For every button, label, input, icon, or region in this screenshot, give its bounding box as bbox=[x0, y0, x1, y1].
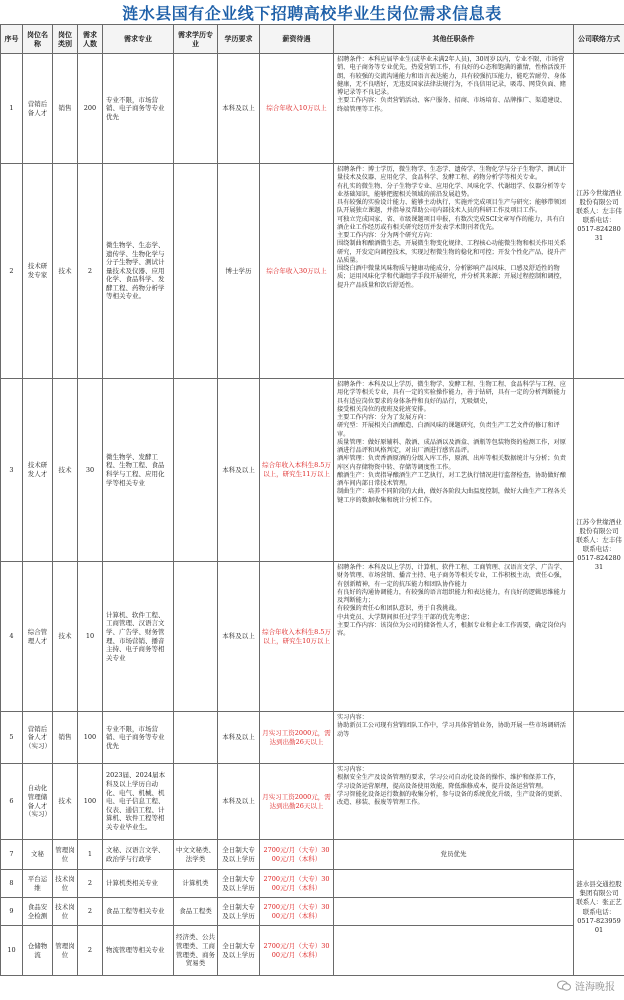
cell-education: 本科及以上 bbox=[218, 712, 260, 764]
cell-requirements bbox=[334, 712, 574, 764]
table-row bbox=[1, 562, 624, 712]
cell-position-name: 文秘 bbox=[23, 840, 53, 870]
cell-major-2 bbox=[174, 54, 218, 164]
cell-contact bbox=[574, 54, 624, 379]
contact-line: 联系电话： bbox=[582, 907, 616, 916]
contact-line: 涟水县交通控股集团有限公司 bbox=[576, 880, 622, 898]
cell-salary: 综合年收入本科生8.5万以上，研究生10万以上 bbox=[260, 562, 334, 712]
contact-line: 联系人：张正艺 bbox=[576, 898, 622, 907]
cell-major: 2023届、2024届本科及以上学历自动化、电气、机械、机电、电子信息工程、仪表、通信工程、计算机、软件工程等相关专业毕业生。 bbox=[103, 764, 174, 840]
cell-major: 物流管理等相关专业 bbox=[103, 926, 174, 976]
cell-salary: 月实习工资2000元，需达到出勤26天以上 bbox=[260, 712, 334, 764]
cell-category: 技术 bbox=[53, 764, 78, 840]
cell-major-2: 经济类、公共管理类、工商管理类、商务贸易类 bbox=[174, 926, 218, 976]
cell-requirements bbox=[334, 764, 574, 840]
table-row bbox=[1, 54, 624, 164]
cell-contact-empty bbox=[574, 712, 624, 764]
cell-salary: 2700元/月（大专）3000元/月（本科） bbox=[260, 926, 334, 976]
requirement-line: 具有适应岗位要求的身体条件和良好的品行，无吸烟史， bbox=[337, 397, 492, 405]
contact-line: 0517-82428031 bbox=[577, 225, 621, 243]
requirement-line: 有扎实的微生物、分子生物学专业、应用化学、风味化学、代谢组学、仪器分析等专业基础知识，能够把握相关领域的前沿发展趋势。 bbox=[337, 182, 566, 198]
requirement-line: 主要工作内容：分为两个研究方向： bbox=[337, 232, 436, 239]
requirement-line: 研究型：开展相关白酒酿造、白酒风味的课题研究，负责生产工艺文件的修订和评审。 bbox=[337, 422, 560, 438]
cell-major-2: 食品工程类 bbox=[174, 898, 218, 926]
cell-major-2 bbox=[174, 712, 218, 764]
cell-major-2 bbox=[174, 764, 218, 840]
cell-education: 本科及以上 bbox=[218, 379, 260, 562]
cell-no: 9 bbox=[1, 898, 23, 926]
job-table bbox=[0, 24, 624, 976]
requirement-line: 制曲生产：培养不同阶段的大曲，做好各阶段大曲温度控制，做好大曲生产工程各关键工序的数据收集和统计分析工作。 bbox=[337, 488, 566, 504]
cell-count: 2 bbox=[78, 164, 103, 379]
cell-major-2: 计算机类 bbox=[174, 870, 218, 898]
requirement-line: 有良好的沟通协调能力，有较强的语言组织能力和表达能力，有良好的逻辑思维能力及判断能力； bbox=[337, 588, 566, 604]
cell-major: 微生物学、生态学、遗传学、生物化学与分子生物学、测试计量技术及仪器、应用化学、食品科学、发酵工程、药物分析学等相关专业。 bbox=[103, 164, 174, 379]
table-row bbox=[1, 712, 624, 764]
contact-line: 江苏今世缘酒业股份有限公司 bbox=[576, 188, 622, 206]
requirement-line: 招聘条件：本科及以上学历，计算机、软件工程、工商管理、汉语言文学、广告学、财务管理、市场营销、播音主持、电子商务等相关专业，工作积极主动，责任心强，有创新精神，有一定的抗压能力和团队协作能力 bbox=[337, 564, 566, 588]
cell-major-2 bbox=[174, 164, 218, 379]
cell-major: 计算机类相关专业 bbox=[103, 870, 174, 898]
cell-major-2 bbox=[174, 379, 218, 562]
cell-requirements bbox=[334, 870, 574, 898]
header-major-2: 需求学历专业 bbox=[174, 25, 218, 54]
cell-no: 4 bbox=[1, 562, 23, 712]
cell-no: 8 bbox=[1, 870, 23, 898]
cell-contact bbox=[574, 379, 624, 712]
cell-category: 技术 bbox=[53, 562, 78, 712]
requirement-line: 质量管理：做好原辅料、散酒、成品酒以及酒盒、酒瓶等包装物资的检测工作，对原酒进行品评和风格判定，对出厂酒进行感官品评。 bbox=[337, 438, 566, 454]
cell-category: 管理岗位 bbox=[53, 840, 78, 870]
requirement-line: 党员优先 bbox=[440, 850, 467, 859]
header-count: 需求人数 bbox=[78, 25, 103, 54]
cell-category: 销售 bbox=[53, 54, 78, 164]
cell-no: 3 bbox=[1, 379, 23, 562]
cell-no: 2 bbox=[1, 164, 23, 379]
cell-requirements bbox=[334, 562, 574, 712]
cell-count: 100 bbox=[78, 764, 103, 840]
chat-bubble-icon bbox=[557, 980, 571, 992]
requirement-line: 学习智能化设备运行数据的收集分析，参与设备的系统优化升级，生产设备的更新、改造、移装、报废等管理工作。 bbox=[337, 790, 566, 806]
watermark-text: 涟海晚报 bbox=[575, 982, 615, 993]
cell-education: 全日制大专及以上学历 bbox=[218, 870, 260, 898]
cell-major: 文秘、汉语言文学、政治学与行政学 bbox=[103, 840, 174, 870]
cell-major: 食品工程等相关专业 bbox=[103, 898, 174, 926]
requirement-line: 主要工作内容：负责营销活动、客户服务、招商、市场培育、品牌推广、渠道建设、终端管理等工作。 bbox=[337, 97, 566, 113]
contact-line: 0517-82395901 bbox=[577, 916, 621, 934]
table-row bbox=[1, 164, 624, 379]
requirement-line: 围绕白酒中微量风味物质与健康功能成分，分析影响产品风味、口感及舒适性的物质；运用风味化学和代谢组学手段开展研究，并分析其来源；开展过程控制和调控，提升产品质量和饮后舒适性。 bbox=[337, 265, 566, 289]
cell-requirements bbox=[334, 379, 574, 562]
cell-count: 2 bbox=[78, 898, 103, 926]
cell-position-name: 技术研发专家 bbox=[23, 164, 53, 379]
cell-education: 本科及以上 bbox=[218, 54, 260, 164]
cell-category: 销售 bbox=[53, 712, 78, 764]
requirement-line: 主要工作内容：该岗位为公司的储备性人才，根据专业和企业工作需要，确定岗位内容。 bbox=[337, 621, 566, 637]
cell-major: 计算机、软件工程、工商管理、汉语言文学、广告学、财务管理、市场营销、播音主持、电子商务等相关专业 bbox=[103, 562, 174, 712]
requirement-line: 可独立完成国家、省、市级课题项目申报，有数次完成SCI文章写作的能力，具有白酒企业工作经历或有相关研究经历并发表学术期刊者优先。 bbox=[337, 215, 565, 231]
cell-category: 管理岗位 bbox=[53, 926, 78, 976]
cell-no: 7 bbox=[1, 840, 23, 870]
cell-education: 本科及以上 bbox=[218, 764, 260, 840]
table-row bbox=[1, 898, 624, 926]
cell-position-name: 营销后备人才（实习） bbox=[23, 712, 53, 764]
cell-education: 博士学历 bbox=[218, 164, 260, 379]
header-education: 学历要求 bbox=[218, 25, 260, 54]
header-category: 岗位类别 bbox=[53, 25, 78, 54]
cell-position-name: 技术研发人才 bbox=[23, 379, 53, 562]
cell-requirements bbox=[334, 898, 574, 926]
requirement-line: 接受相关岗位的夜班及轮班安排。 bbox=[337, 405, 430, 413]
cell-requirements bbox=[334, 54, 574, 164]
table-row bbox=[1, 840, 624, 870]
requirement-line: 根据安全生产及设备管理的要求，学习公司自动化设备的操作、维护和保养工作， bbox=[337, 774, 560, 782]
cell-position-name: 营销后备人才 bbox=[23, 54, 53, 164]
requirement-line: 主要工作内容：分为了发展方向： bbox=[337, 414, 430, 421]
cell-requirements bbox=[334, 926, 574, 976]
contact-line: 联系人：左丰伟 联系电话： bbox=[576, 206, 622, 224]
header-no: 序号 bbox=[1, 25, 23, 54]
header-position: 岗位名称 bbox=[23, 25, 53, 54]
requirement-line: 学习设备运营原理，提高设备使用效能，降低维修成本，提升设备运营管理。 bbox=[337, 782, 548, 790]
cell-education: 全日制大专及以上学历 bbox=[218, 840, 260, 870]
requirement-line: 中共党员、大学期间担任过学生干部的优先考虑； bbox=[337, 613, 474, 621]
table-header-row bbox=[1, 25, 624, 54]
contact-line: 联系人：左丰伟 联系电话： bbox=[576, 535, 622, 553]
watermark bbox=[554, 977, 618, 994]
cell-count: 100 bbox=[78, 712, 103, 764]
cell-major-2 bbox=[174, 562, 218, 712]
cell-major: 专业不限，市场营销、电子商务等专业优先 bbox=[103, 54, 174, 164]
table-row bbox=[1, 764, 624, 840]
requirement-line: 酒库管理：负责香酒原酒的分级入库工作，原酒、出库等相关数据统计与分析；负责库区内存储物资中转、存储等调度性工作。 bbox=[337, 455, 566, 471]
cell-salary: 2700元/月（大专）3000元/月（本科） bbox=[260, 898, 334, 926]
requirement-line: 具有较强的实验设计能力、能够主动执行，实施并完成项目生产与研究；能够带领团队开展独立课题，并指导及帮助公司内部技术人员的科研工作及项目工作。 bbox=[337, 199, 566, 215]
cell-major: 专业不限，市场营销、电子商务等专业优先 bbox=[103, 712, 174, 764]
requirement-line: 协助新员工公司现有营销团队工作中，学习具体营销业务，协助开展一些市场调研活动等 bbox=[337, 722, 566, 738]
requirement-line: 围绕制曲和酿酒微生态，开展微生物变化规律、工程核心功能微生物和相关作用关系研究，开发定向调控技术，实现过程微生物的稳化和可控；开发个性化产品，提升产品质量。 bbox=[337, 240, 566, 264]
cell-education: 全日制大专及以上学历 bbox=[218, 898, 260, 926]
table-row bbox=[1, 870, 624, 898]
cell-count: 200 bbox=[78, 54, 103, 164]
cell-major-2: 中文文秘类、法学类 bbox=[174, 840, 218, 870]
cell-requirements bbox=[334, 164, 574, 379]
cell-requirements bbox=[334, 840, 574, 870]
header-requirements: 其他任职条件 bbox=[334, 25, 574, 54]
cell-contact bbox=[574, 840, 624, 976]
page-title: 涟水县国有企业线下招聘高校毕业生岗位需求信息表 bbox=[122, 3, 502, 23]
cell-category: 技术岗位 bbox=[53, 870, 78, 898]
header-contact: 公司联络方式 bbox=[574, 25, 624, 54]
contact-line: 0517-82428031 bbox=[577, 554, 621, 572]
cell-count: 2 bbox=[78, 926, 103, 976]
table-row bbox=[1, 926, 624, 976]
table-row bbox=[1, 379, 624, 562]
cell-salary: 2700元/月（大专）3000元/月（本科） bbox=[260, 840, 334, 870]
cell-position-name: 自动化管理储备人才（实习） bbox=[23, 764, 53, 840]
cell-no: 6 bbox=[1, 764, 23, 840]
requirement-line: 有较强的责任心和团队意识，勇于自我挑战。 bbox=[337, 605, 461, 613]
requirement-line: 招聘条件：本科应届毕业生(或毕业未满2年人员)，30周岁以内，专业不限，市场营销、电子商务等专业优先，热爱营销工作，有良好的心态和饱满的激情，性格活泼开朗，有较强的交流沟通能力和语言表达能力，具有较强抗压能力，能吃苦耐劳、身体健康，无不良嗜好，无违反国家法律法规行为，不良信用记录，吸毒、网贷负面、赌博记录等不良记录。 bbox=[337, 56, 566, 96]
cell-salary: 综合年收入30万以上 bbox=[260, 164, 334, 379]
requirement-line: 招聘条件：博士学历，微生物学、生态学、遗传学、生物化学与分子生物学、测试计量技术及仪器、应用化学、食品科学、发酵工程、药物分析学等相关专业。 bbox=[337, 166, 566, 182]
cell-education: 本科及以上 bbox=[218, 562, 260, 712]
cell-count: 2 bbox=[78, 870, 103, 898]
cell-category: 技术 bbox=[53, 379, 78, 562]
cell-count: 30 bbox=[78, 379, 103, 562]
requirement-line: 实习内容： bbox=[337, 766, 368, 773]
cell-count: 1 bbox=[78, 840, 103, 870]
cell-no: 1 bbox=[1, 54, 23, 164]
cell-salary: 2700元/月（大专）3000元/月（本科） bbox=[260, 870, 334, 898]
cell-position-name: 食品安全检测 bbox=[23, 898, 53, 926]
cell-salary: 综合年收入10万以上 bbox=[260, 54, 334, 164]
cell-no: 5 bbox=[1, 712, 23, 764]
requirement-line: 酿酒生产：负责指导酿酒生产工艺执行，对工艺执行情况进行监督检查，协助做好酿酒车间内部日常技术管理。 bbox=[337, 471, 566, 487]
cell-education: 全日制大专及以上学历 bbox=[218, 926, 260, 976]
cell-category: 技术岗位 bbox=[53, 898, 78, 926]
header-salary: 薪资待遇 bbox=[260, 25, 334, 54]
cell-no: 10 bbox=[1, 926, 23, 976]
requirement-line: 实习内容： bbox=[337, 714, 368, 721]
cell-count: 10 bbox=[78, 562, 103, 712]
cell-contact-empty bbox=[574, 764, 624, 840]
cell-major: 微生物学、发酵工程、生物工程、食品科学与工程、应用化学等相关专业 bbox=[103, 379, 174, 562]
cell-position-name: 平台运维 bbox=[23, 870, 53, 898]
cell-position-name: 综合管理人才 bbox=[23, 562, 53, 712]
requirement-line: 招聘条件：本科及以上学历，微生物学、发酵工程、生物工程、食品科学与工程、应用化学等相关专业，具有一定的实验操作能力，善于钻研，具有一定的分析判断能力 bbox=[337, 381, 566, 397]
header-major: 需求专业 bbox=[103, 25, 174, 54]
cell-category: 技术 bbox=[53, 164, 78, 379]
contact-line: 江苏今世缘酒业股份有限公司 bbox=[576, 517, 622, 535]
cell-salary: 月实习工资2000元，需达到出勤26天以上 bbox=[260, 764, 334, 840]
cell-position-name: 仓储物流 bbox=[23, 926, 53, 976]
cell-salary: 综合年收入本科生8.5万以上，研究生11万以上 bbox=[260, 379, 334, 562]
